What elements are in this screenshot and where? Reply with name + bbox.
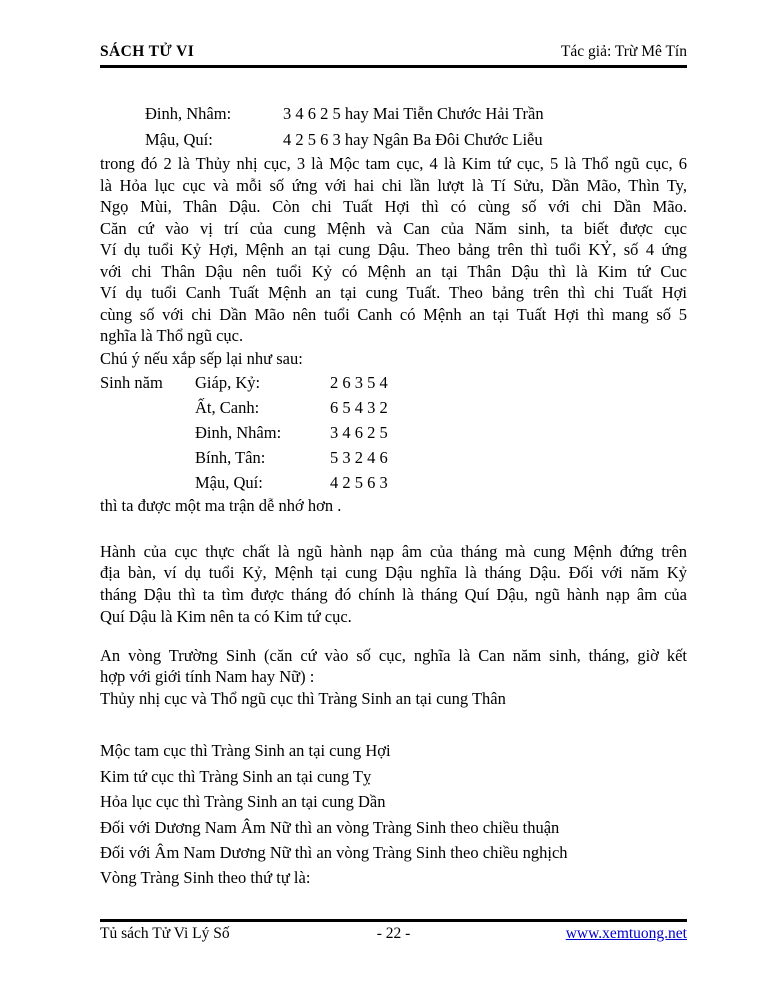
paragraph-cuc-explanation [100,153,687,347]
book-title: SÁCH TỬ VI [100,43,195,60]
text-line: Quí Dậu là Kim nên ta có Kim tứ cục. [100,606,352,626]
text-line: hợp với giới tính Nam hay Nữ) : [100,667,315,687]
footer-series-title: Tủ sách Tử Vi Lý Số [100,925,230,942]
footer-page-number: - 22 - [376,925,411,942]
matrix-row [100,395,687,420]
text-line: tháng Dậu thì ta tìm được tháng đó chính là tháng Quí Dậu, ngũ hành nạp âm của [100,585,687,605]
note-line: Chú ý nếu xắp sếp lại như sau: [100,348,303,368]
text-line: Ví dụ tuổi Kỷ Hợi, Mệnh an tại cung Dậu. Theo bảng trên thì tuổi KỶ, số 4 ứng [100,240,687,259]
page-footer [100,919,687,945]
matrix-row [100,445,687,470]
formula-row [100,127,687,153]
trang-sinh-line: Kim tứ cục thì Tràng Sinh an tại cung Tỵ [100,766,372,786]
formula-label: Mậu, Quí: [145,130,213,149]
text-line: cùng số với chi Dần Mão nên tuổi Canh có Mệnh an tại Tuất Hợi thì mang số 5 [100,304,687,324]
sinh-nam-matrix [100,370,687,495]
cuc-formula-rows [100,101,687,153]
footer-rule [100,919,687,922]
formula-row [100,101,687,127]
matrix-label: Ất, Canh: [195,397,260,417]
formula-label: Đinh, Nhâm: [145,104,232,123]
formula-value: 4 2 5 6 3 hay Ngân Ba Đôi Chước Liễu [283,130,543,149]
matrix-row-header: Sinh năm [100,372,163,392]
matrix-value: 6 5 4 3 2 [330,397,388,417]
text-line: trong đó 2 là Thủy nhị cục, 3 là Mộc tam cục, 4 là Kim tứ cục, 5 là Thổ ngũ cục, 6 [100,154,687,173]
trang-sinh-rules-list [100,738,687,890]
matrix-label: Giáp, Kỷ: [195,372,261,392]
matrix-value: 5 3 2 4 6 [330,447,388,467]
trang-sinh-line: Vòng Tràng Sinh theo thứ tự là: [100,868,311,888]
trang-sinh-line: Hỏa lục cục thì Tràng Sinh an tại cung Dần [100,792,386,812]
text-line: địa bàn, ví dụ tuổi Kỷ, Mệnh tại cung Dậu nghĩa là tháng Dậu. Đối với năm Kỷ [100,563,687,583]
text-line: nghĩa là Thổ ngũ cục. [100,326,244,345]
text-line: An vòng Trường Sinh (căn cứ vào số cục, nghĩa là Can năm sinh, tháng, giờ kết [100,645,687,665]
page-header [100,0,687,62]
matrix-label: Mậu, Quí: [195,472,263,492]
text-line: Căn cứ vào vị trí của cung Mệnh và Can của Năm sinh, ta biết được cục [100,218,687,238]
matrix-label: Bính, Tân: [195,447,266,467]
matrix-row [100,370,687,395]
matrix-value: 4 2 5 6 3 [330,472,388,492]
footer-website-link[interactable]: www.xemtuong.net [565,925,687,942]
matrix-row [100,470,687,495]
text-line: Ví dụ tuổi Canh Tuất Mệnh an tại cung Tuất. Theo bảng trên thì chi Tuất Hợi [100,283,687,302]
text-line: Ngọ Mùi, Thân Dậu. Còn chi Tuất Hợi thì có cùng số với chi Dần Mão. [100,197,687,216]
paragraph-an-vong-truong-sinh [100,645,687,689]
matrix-label: Đinh, Nhâm: [195,422,282,442]
matrix-footer-line: thì ta được một ma trận dễ nhớ hơn . [100,495,342,515]
text-line: là Hỏa lục cục và mỗi số ứng với hai chi lần lượt là Tí Sửu, Dần Mão, Thìn Ty, [100,175,687,195]
author-credit: Tác giả: Trừ Mê Tín [560,43,687,60]
matrix-row [100,420,687,445]
paragraph-hanh-cua-cuc [100,541,687,628]
trang-sinh-line: Mộc tam cục thì Tràng Sinh an tại cung Hợi [100,741,391,761]
matrix-value: 3 4 6 2 5 [330,422,388,442]
text-line: với chi Thân Dậu nên tuổi Kỷ có Mệnh an tại Thân Dậu thì là Kim tứ Cuc [100,261,687,281]
text-line: Hành của cục thực chất là ngũ hành nạp âm của tháng mà cung Mệnh đứng trên [100,541,687,561]
trang-sinh-line: Đối với Âm Nam Dương Nữ thì an vòng Tràng Sinh theo chiều nghịch [100,842,568,862]
header-rule [100,65,687,68]
trang-sinh-line: Đối với Dương Nam Âm Nữ thì an vòng Tràng Sinh theo chiều thuận [100,817,560,837]
line-thuy-nhi-cuc: Thủy nhị cục và Thổ ngũ cục thì Tràng Sinh an tại cung Thân [100,689,506,709]
formula-value: 3 4 6 2 5 hay Mai Tiễn Chước Hải Trần [283,104,544,123]
matrix-value: 2 6 3 5 4 [330,372,388,392]
